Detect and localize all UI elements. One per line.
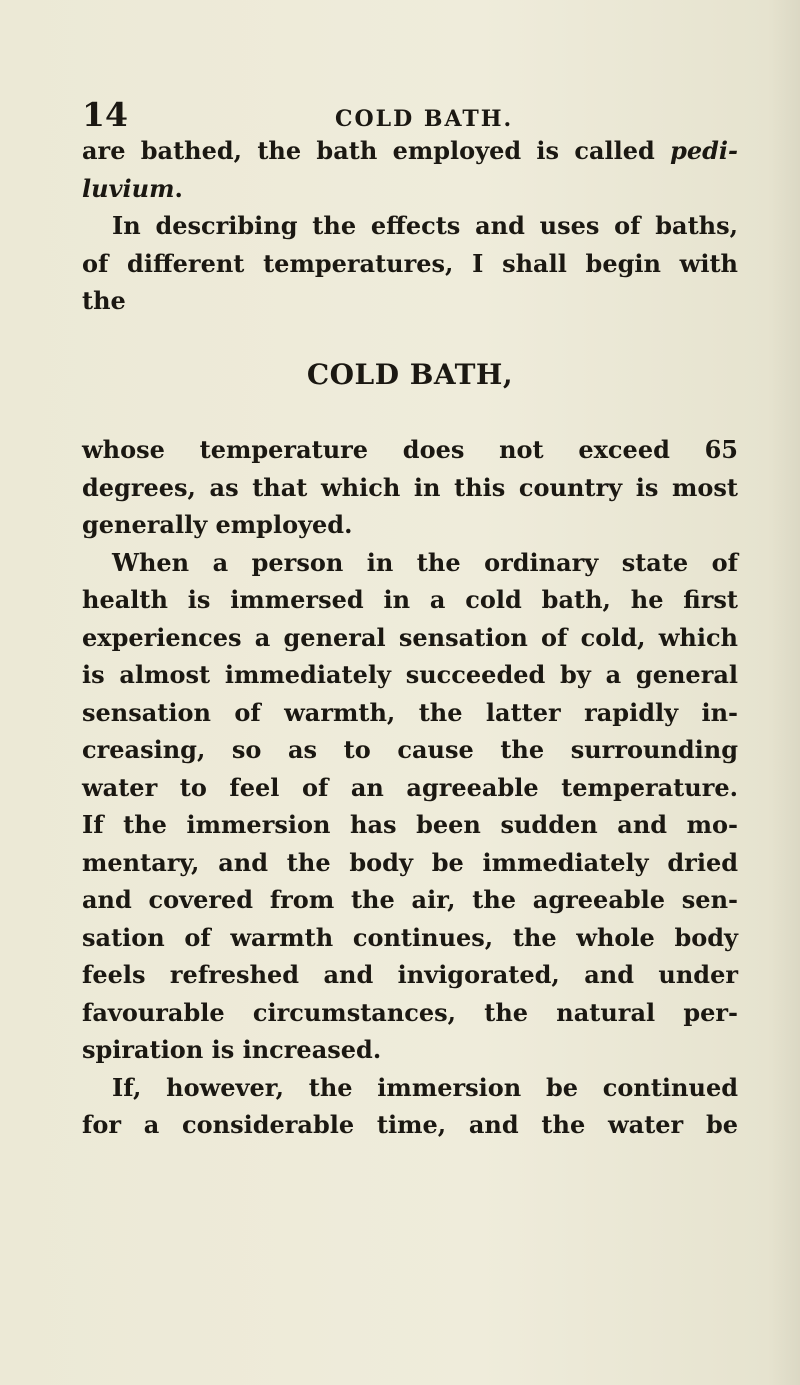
text-line: whose temperature does not exceed 65 xyxy=(82,435,738,464)
text-line xyxy=(82,132,738,170)
text-line: favourable circumstances, the natural per- xyxy=(82,997,738,1027)
text-line: and covered from the air, the agreeable sen- xyxy=(82,885,738,914)
text-line: experiences a general sensation of cold, which xyxy=(82,622,738,652)
text-line: spiration is increased. xyxy=(82,1035,382,1064)
text-line: feels refreshed and invigorated, and under xyxy=(82,960,738,989)
italic-term: luvium xyxy=(82,173,175,203)
text-line: If, however, the immersion be continued xyxy=(112,1072,738,1102)
text-line: generally employed. xyxy=(82,510,353,539)
text-span: . xyxy=(174,173,183,203)
text-line: If the immersion has been sudden and mo- xyxy=(82,810,738,839)
paragraph-intro xyxy=(82,132,738,207)
text-line: mentary, and the body be immediately dried xyxy=(82,847,738,877)
section-heading: COLD BATH, xyxy=(306,357,514,391)
paragraph-immersion xyxy=(82,544,738,1069)
text-line: water to feel of an agreeable temperature. xyxy=(82,772,738,802)
paragraph-continued xyxy=(82,1069,738,1144)
text-line: When a person in the ordinary state of xyxy=(112,547,738,577)
text-line: degrees, as that which in this country is most xyxy=(82,472,738,502)
text-line: the xyxy=(82,286,126,315)
text-line: creasing, so as to cause the surrounding xyxy=(82,735,738,764)
paragraph-temperature xyxy=(82,431,738,544)
text-line: is almost immediately succeeded by a general xyxy=(82,660,738,689)
text-line xyxy=(82,170,738,208)
text-line: of different temperatures, I shall begin with xyxy=(82,248,738,278)
spacer xyxy=(82,393,738,431)
paragraph-describing xyxy=(82,207,738,320)
body-text xyxy=(82,132,738,1144)
text-line: sation of warmth continues, the whole body xyxy=(82,922,738,952)
text-line: sensation of warmth, the latter rapidly in- xyxy=(82,697,738,727)
text-line: health is immersed in a cold bath, he first xyxy=(82,585,738,614)
running-head xyxy=(0,0,800,150)
spacer xyxy=(82,320,738,356)
running-title: COLD BATH. xyxy=(335,106,514,132)
text-line: In describing the effects and uses of baths, xyxy=(112,211,738,240)
page-number: 14 xyxy=(82,95,128,134)
italic-term: pedi- xyxy=(670,136,738,165)
text-line: for a considerable time, and the water be xyxy=(82,1110,738,1139)
text-span: are bathed, the bath employed is called xyxy=(82,136,671,165)
